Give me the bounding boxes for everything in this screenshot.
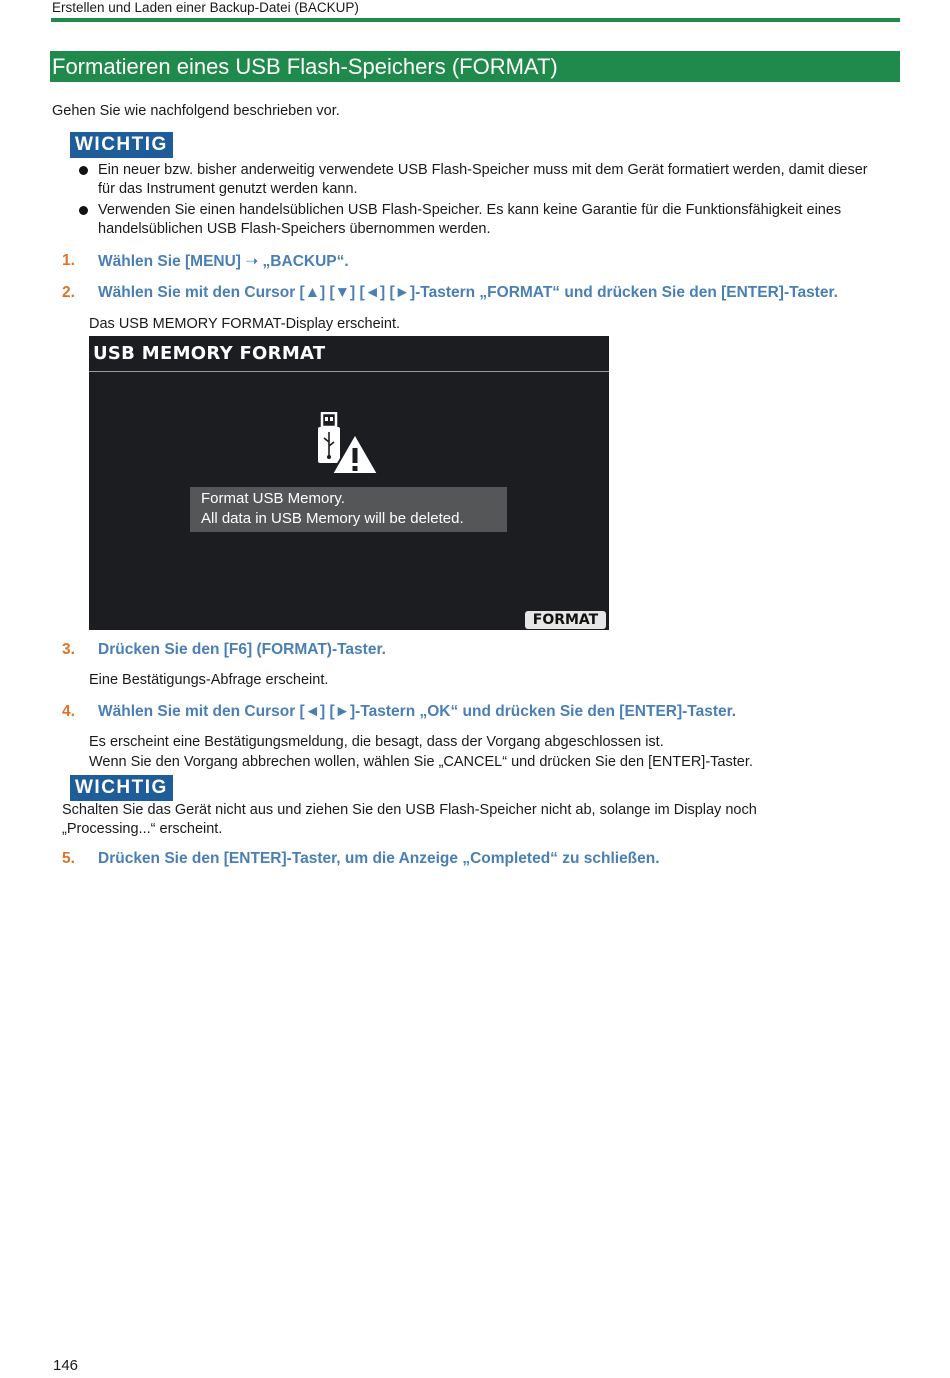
step-4-note-line-2: Wenn Sie den Vorgang abbrechen wollen, wählen Sie „CANCEL“ und drücken Sie den [ENTER]-Taster. (89, 754, 753, 770)
step-3-number: 3. (62, 641, 75, 658)
bullet-icon (79, 206, 88, 215)
note-2-line-1: Verwenden Sie einen handelsüblichen USB Flash-Speicher. Es kann keine Garantie für die Funktionsfähigkeit eines (98, 202, 842, 218)
step-2-number: 2. (62, 284, 75, 301)
important-badge: WICHTIG (70, 775, 173, 801)
intro-text: Gehen Sie wie nachfolgend beschrieben vor. (52, 103, 340, 119)
step-3-text: Drücken Sie den [F6] (FORMAT)-Taster. (98, 641, 386, 658)
step-4-note-line-1: Es erscheint eine Bestätigungsmeldung, die besagt, dass der Vorgang abgeschlossen ist. (89, 734, 664, 750)
step-1-number: 1. (62, 252, 75, 269)
note-1-line-2: für das Instrument genutzt werden kann. (98, 181, 358, 197)
screen-message-line-2: All data in USB Memory will be deleted. (201, 510, 464, 527)
step-2-text: Wählen Sie mit den Cursor [▲] [▼] [◄] [►]-Tastern „FORMAT“ und drücken Sie den [ENTER]-Taster. (98, 284, 838, 301)
important-2-line-2: „Processing...“ erscheint. (62, 821, 223, 837)
step-3-note: Eine Bestätigungs-Abfrage erscheint. (89, 672, 329, 688)
page-number: 146 (53, 1357, 79, 1374)
important-badge: WICHTIG (70, 132, 173, 158)
format-function-button[interactable]: FORMAT (525, 611, 606, 629)
screen-message-line-1: Format USB Memory. (201, 490, 345, 507)
screen-message-box (190, 487, 507, 532)
step-4-text: Wählen Sie mit den Cursor [◄] [►]-Tastern „OK“ und drücken Sie den [ENTER]-Taster. (98, 703, 737, 720)
usb-warning-icon (317, 412, 379, 476)
device-screen (89, 336, 609, 630)
bullet-icon (79, 166, 88, 175)
important-2-line-1: Schalten Sie das Gerät nicht aus und ziehen Sie den USB Flash-Speicher nicht ab, solange im Display noch (62, 802, 757, 818)
step-5-text: Drücken Sie den [ENTER]-Taster, um die Anzeige „Completed“ zu schließen. (98, 850, 660, 867)
screen-title: USB MEMORY FORMAT (93, 343, 326, 364)
running-header: Erstellen und Laden einer Backup-Datei (BACKUP) (52, 0, 359, 15)
step-5-number: 5. (62, 850, 75, 867)
step-1-text: Wählen Sie [MENU] ➝ „BACKUP“. (98, 253, 349, 270)
step-4-number: 4. (62, 703, 75, 720)
page-title: Formatieren eines USB Flash-Speichers (FORMAT) (50, 51, 900, 82)
note-1-line-1: Ein neuer bzw. bisher anderweitig verwendete USB Flash-Speicher muss mit dem Gerät formatiert werden, damit dieser (98, 162, 868, 178)
step-2-note: Das USB MEMORY FORMAT-Display erscheint. (89, 316, 401, 332)
note-2-line-2: handelsüblichen USB Flash-Speichers übernommen werden. (98, 221, 491, 237)
header-rule (51, 18, 900, 22)
